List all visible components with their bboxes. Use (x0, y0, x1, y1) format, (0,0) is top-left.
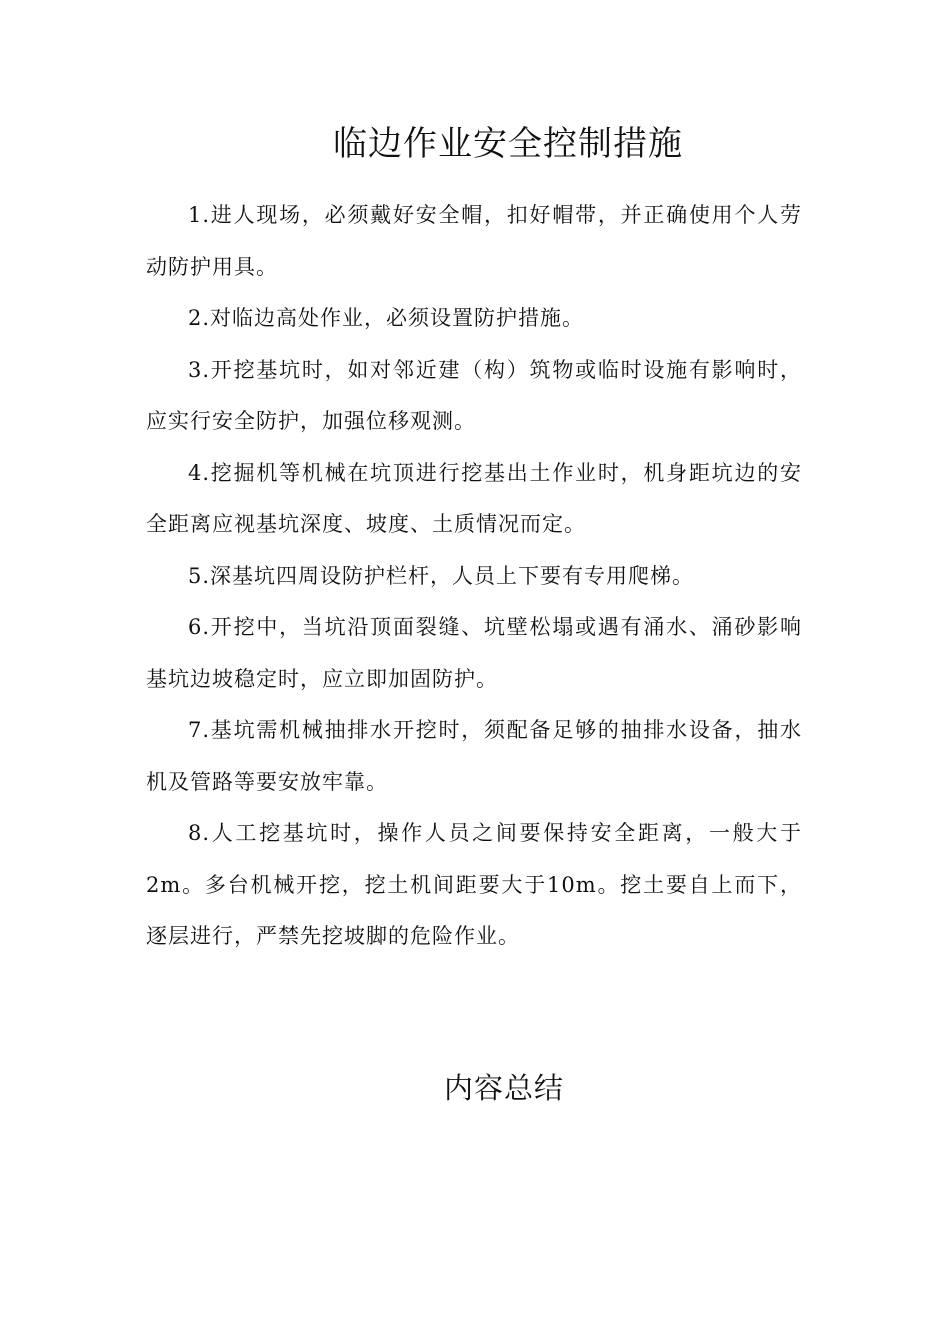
paragraph-7: 7.基坑需机械抽排水开挖时，须配备足够的抽排水设备，抽水机及管路等要安放牢靠。 (146, 718, 802, 794)
paragraph-8: 8.人工挖基坑时，操作人员之间要保持安全距离，一般大于2m。多台机械开挖，挖土机间距要大于10m。挖土要自上而下，逐层进行，严禁先挖坡脚的危险作业。 (146, 821, 802, 948)
paragraph-6: 6.开挖中，当坑沿顶面裂缝、坑壁松塌或遇有涌水、涌砂影响基坑边坡稳定时，应立即加固防护。 (146, 615, 802, 691)
paragraph-5: 5.深基坑四周设防护栏杆，人员上下要有专用爬梯。 (188, 563, 695, 588)
paragraph-3: 3.开挖基坑时，如对邻近建（构）筑物或临时设施有影响时，应实行安全防护，加强位移观测。 (146, 357, 802, 433)
summary-heading: 内容总结 (443, 1071, 564, 1105)
document-body (146, 190, 802, 963)
paragraph-2: 2.对临边高处作业，必须设置防护措施。 (188, 306, 585, 330)
paragraph-1: 1.进人现场，必须戴好安全帽，扣好帽带，并正确使用个人劳动防护用具。 (146, 203, 802, 279)
document-title: 临边作业安全控制措施 (333, 124, 683, 164)
paragraph-4: 4.挖掘机等机械在坑顶进行挖基出土作业时，机身距坑边的安全距离应视基坑深度、坡度、土质情况而定。 (146, 460, 802, 536)
